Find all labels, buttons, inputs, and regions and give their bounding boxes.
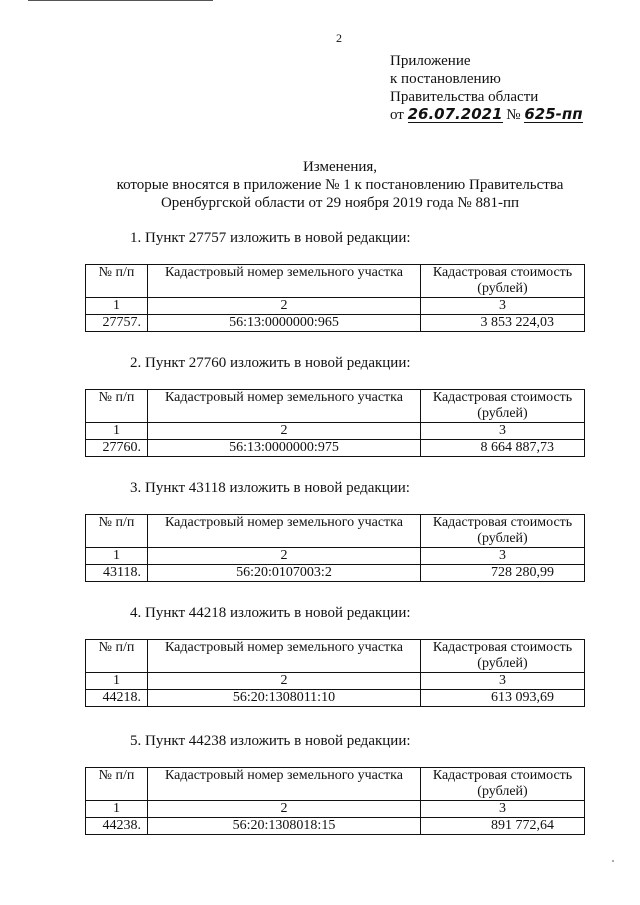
- header-cell-cadastral: Кадастровый номер земельного участка: [148, 640, 421, 673]
- appendix-line-3: Правительства области: [390, 89, 539, 105]
- row-cadastral-cell: 56:20:0107003:2: [148, 565, 421, 582]
- title-line-3: Оренбургской области от 29 ноября 2019 года № 881-пп: [160, 195, 520, 211]
- row-id-cell: 27757.: [86, 315, 148, 332]
- date-prefix: от: [390, 107, 404, 123]
- header-cell-number: № п/п: [86, 515, 148, 548]
- table-header-row: [86, 390, 585, 423]
- table-header-row: [86, 768, 585, 801]
- row-cadastral-cell: 56:20:1308011:10: [148, 690, 421, 707]
- header-cell-cadastral: Кадастровый номер земельного участка: [148, 768, 421, 801]
- table-row: [86, 690, 585, 707]
- item-heading: 3. Пункт 43118 изложить в новой редакции:: [130, 480, 410, 496]
- header-cell-cost: Кадастровая стоимость (рублей): [421, 515, 585, 548]
- item-block-1: [85, 230, 585, 332]
- table-index-row: [86, 548, 585, 565]
- appendix-date-line: [390, 106, 583, 124]
- appendix-line-1: Приложение: [390, 53, 471, 69]
- item-table: [85, 514, 585, 582]
- item-table: [85, 389, 585, 457]
- item-table: [85, 639, 585, 707]
- index-cell-2: 2: [148, 801, 421, 818]
- item-table: [85, 264, 585, 332]
- handwritten-number: 625-пп: [524, 105, 583, 123]
- row-id-cell: 44238.: [86, 818, 148, 835]
- header-cell-cost: Кадастровая стоимость (рублей): [421, 390, 585, 423]
- index-cell-2: 2: [148, 298, 421, 315]
- header-cell-cost: Кадастровая стоимость (рублей): [421, 768, 585, 801]
- document-title: [60, 158, 620, 212]
- row-cost-cell: 8 664 887,73: [421, 440, 585, 457]
- row-id-cell: 27760.: [86, 440, 148, 457]
- appendix-line-2: к постановлению: [390, 71, 501, 87]
- index-cell-2: 2: [148, 548, 421, 565]
- index-cell-1: 1: [86, 673, 148, 690]
- header-cell-cadastral: Кадастровый номер земельного участка: [148, 265, 421, 298]
- table-header-row: [86, 265, 585, 298]
- title-line-1: Изменения,: [302, 159, 378, 175]
- row-cadastral-cell: 56:13:0000000:965: [148, 315, 421, 332]
- table-row: [86, 818, 585, 835]
- row-cost-cell: 891 772,64: [421, 818, 585, 835]
- row-id-cell: 44218.: [86, 690, 148, 707]
- index-cell-3: 3: [421, 673, 585, 690]
- index-cell-3: 3: [421, 423, 585, 440]
- header-cell-number: № п/п: [86, 768, 148, 801]
- header-cell-cost: Кадастровая стоимость (рублей): [421, 640, 585, 673]
- row-cost-cell: 728 280,99: [421, 565, 585, 582]
- table-header-row: [86, 640, 585, 673]
- header-cell-number: № п/п: [86, 265, 148, 298]
- title-line-2: которые вносятся в приложение № 1 к постановлению Правительства: [116, 177, 564, 193]
- index-cell-3: 3: [421, 298, 585, 315]
- row-cost-cell: 3 853 224,03: [421, 315, 585, 332]
- header-cell-number: № п/п: [86, 390, 148, 423]
- index-cell-1: 1: [86, 423, 148, 440]
- scan-speck: [612, 860, 614, 862]
- index-cell-3: 3: [421, 548, 585, 565]
- table-row: [86, 565, 585, 582]
- table-header-row: [86, 515, 585, 548]
- appendix-block: [390, 52, 583, 124]
- table-index-row: [86, 673, 585, 690]
- item-heading: 4. Пункт 44218 изложить в новой редакции:: [130, 605, 411, 621]
- handwritten-date: 26.07.2021: [407, 105, 503, 123]
- item-heading: 1. Пункт 27757 изложить в новой редакции:: [130, 230, 411, 246]
- row-cadastral-cell: 56:13:0000000:975: [148, 440, 421, 457]
- row-id-cell: 43118.: [86, 565, 148, 582]
- item-table: [85, 767, 585, 835]
- index-cell-2: 2: [148, 423, 421, 440]
- table-row: [86, 440, 585, 457]
- index-cell-1: 1: [86, 298, 148, 315]
- index-cell-1: 1: [86, 801, 148, 818]
- table-index-row: [86, 423, 585, 440]
- item-block-2: [85, 355, 585, 457]
- row-cadastral-cell: 56:20:1308018:15: [148, 818, 421, 835]
- top-rule: [28, 0, 213, 1]
- index-cell-2: 2: [148, 673, 421, 690]
- header-cell-cadastral: Кадастровый номер земельного участка: [148, 390, 421, 423]
- header-cell-cost: Кадастровая стоимость (рублей): [421, 265, 585, 298]
- item-block-5: [85, 733, 585, 835]
- table-index-row: [86, 801, 585, 818]
- item-heading: 2. Пункт 27760 изложить в новой редакции:: [130, 355, 411, 371]
- header-cell-cadastral: Кадастровый номер земельного участка: [148, 515, 421, 548]
- row-cost-cell: 613 093,69: [421, 690, 585, 707]
- header-cell-number: № п/п: [86, 640, 148, 673]
- index-cell-3: 3: [421, 801, 585, 818]
- table-row: [86, 315, 585, 332]
- table-index-row: [86, 298, 585, 315]
- item-block-4: [85, 605, 585, 707]
- page-number: 2: [336, 31, 342, 45]
- item-block-3: [85, 480, 585, 582]
- item-heading: 5. Пункт 44238 изложить в новой редакции:: [130, 733, 411, 749]
- index-cell-1: 1: [86, 548, 148, 565]
- number-sign: №: [506, 107, 521, 123]
